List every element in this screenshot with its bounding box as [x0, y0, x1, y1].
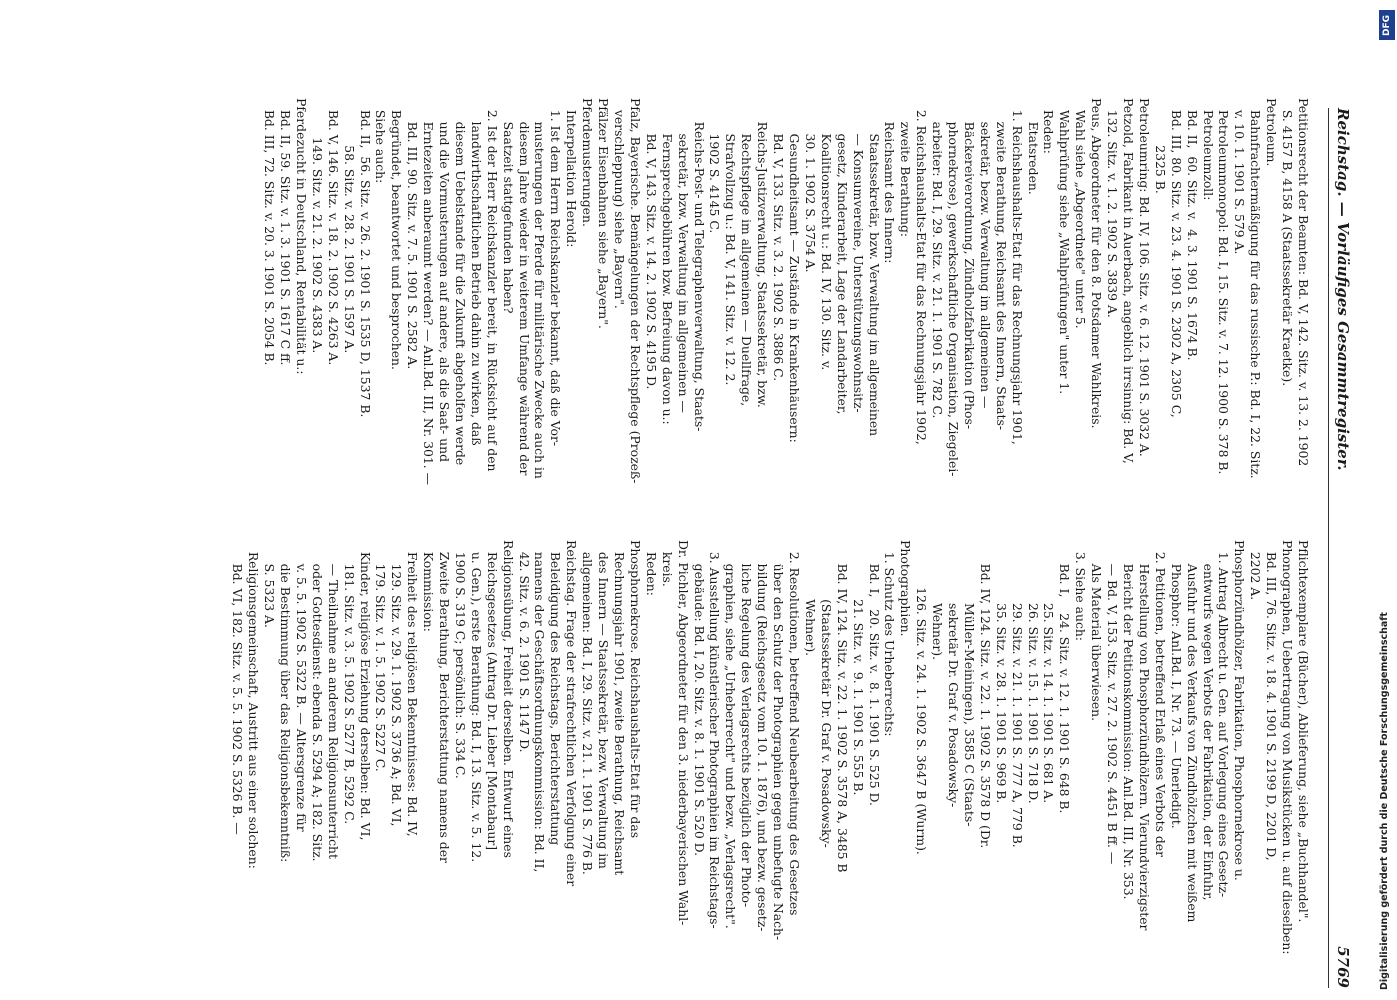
text-line: Wahlprüfung siehe „Wahlprüfungen" unter 1.	[1057, 98, 1073, 395]
text-line: Petroleummonopol: Bd. I, 15. Sitz. v. 7. 12. 1900 S. 378 B.	[1216, 98, 1232, 475]
text-line: Bd. V, 143. Sitz. v. 14. 2. 1902 S. 4195 D.	[643, 98, 659, 390]
text-line: 35. Sitz. v. 28. 1. 1901 S. 969 B.	[993, 540, 1009, 804]
text-line: Reichs-Justizverwaltung, Staatssekretär, bzw.	[755, 98, 771, 408]
text-line: Kommission:	[421, 540, 437, 632]
text-line: sekretär Dr. Graf v. Posadowsky-	[946, 540, 962, 808]
text-line: S. 4157 B, 4158 A (Staatssekretär Kraetke).	[1280, 98, 1296, 387]
text-line: Pferdemusterungen.	[580, 98, 596, 227]
text-line: Zweite Berathung, Berichterstattung namens der	[437, 540, 453, 863]
text-line: 25. Sitz. v. 14. 1. 1901 S. 681 A.	[1041, 540, 1057, 804]
text-line: Koalitionsrecht u.: Bd. IV, 130. Sitz. v.	[818, 98, 834, 371]
text-line: 1. Antrag Albrecht u. Gen. auf Vorlegung eines Gesetz-	[1216, 540, 1232, 898]
text-line: 2. Petitionen, betreffend Erlaß eines Verbots der	[1152, 540, 1168, 858]
text-line: Phosphornekrose. Reichshaushalts-Etat für das	[627, 540, 643, 839]
text-line: Bd. II, 56. Sitz. v. 26. 2. 1901 S. 1535 D, 1537 B.	[357, 98, 373, 418]
page-number: 5769	[1334, 946, 1352, 988]
text-line: Phosphor: Anl.Bd. I, Nr. 73. — Unerledigt.	[1168, 540, 1184, 829]
text-line: zweite Berathung, Reichsamt des Innern, Staats-	[993, 98, 1009, 431]
text-line: Fernsprechgebühren bzw. Befreiung davon u.:	[659, 98, 675, 425]
text-line: 1900 S. 319 C; persönlich: S. 334 C.	[452, 540, 468, 779]
text-line: allgemeinen: Bd. I, 29. Sitz. v. 21. 1. 1901 S. 776 B.	[580, 540, 596, 875]
text-line: Beleidigung des Reichstags, Berichterstattung	[548, 540, 564, 846]
text-line: Bd. I, 24. Sitz. v. 12. 1. 1901 S. 648 B.	[1057, 540, 1073, 814]
running-head	[1328, 108, 1357, 988]
text-line: 1. Schutz des Urheberrechts:	[882, 540, 898, 737]
page-title: Reichstag. — Vorläufiges Gesammtregister.	[1334, 108, 1352, 471]
text-line: entwurfs wegen Verbots der Fabrikation, der Einfuhr,	[1200, 540, 1216, 901]
text-line: Petroleum.	[1264, 98, 1280, 167]
text-line: gebäude: Bd. I, 20. Sitz. v. 8. 1. 1901 S. 520 D.	[691, 540, 707, 857]
text-line: Interpellation Herold:	[564, 98, 580, 248]
text-line: — Bd. V, 153. Sitz. v. 27. 2. 1902 S. 4451 B ff. —	[1105, 540, 1121, 865]
text-line: Etatsreden.	[1025, 98, 1041, 195]
text-line: Siehe auch:	[373, 98, 389, 184]
text-line: 21. Sitz. v. 9. 1. 1901 S. 555 B.	[850, 540, 866, 796]
text-line: sekretär, bezw. Verwaltung im allgemeinen —	[977, 98, 993, 409]
text-line: Reichstag. Frage der strafrechtlichen Verfolgung einer	[564, 540, 580, 887]
text-line: 1. Ist dem Herrn Reichskanzler bekannt, daß die Vor-	[548, 98, 564, 447]
text-line: graphien, siehe „Urheberrecht" und bezw. „Verlagsrecht".	[723, 540, 739, 929]
text-line: namens der Geschäftsordnungskommission: Bd. II,	[532, 540, 548, 873]
text-line: Ausfuhr und des Verkaufs von Zündhölzchen mit weißem	[1184, 540, 1200, 923]
text-line: Religionsgemeinschaft, Austritt aus einer solchen:	[246, 540, 262, 869]
left-column	[261, 98, 1311, 538]
text-line: 42. Sitz. v. 6. 2. 1901 S. 1147 D.	[516, 540, 532, 753]
text-line: verschleppung) siehe „Bayern".	[612, 98, 628, 309]
text-line: Pferdezucht in Deutschland, Rentabilität u.:	[293, 98, 309, 375]
text-line: — Konsumvereine, Unterstützungswohnsitz-	[850, 98, 866, 413]
text-line: des Innern — Staatssekretär, bezw. Verwaltung im	[596, 540, 612, 869]
text-line: Bericht der Petitionskommission: Anl.Bd. III, Nr. 353.	[1121, 540, 1137, 900]
text-line: Peus, Abgeordneter für den 8. Potsdamer Wahlkreis.	[1089, 98, 1105, 429]
text-line: Phosphorzündhölzer, Fabrikation, Phosphornekrose u.	[1232, 540, 1248, 881]
text-line: Bd. V, 133. Sitz. v. 3. 2. 1902 S. 3886 C.	[771, 98, 787, 382]
text-line: Bd. III, 76. Sitz. v. 18. 4. 1901 S. 2199 D, 2201 D,	[1264, 540, 1280, 861]
text-line: Bahnfrachtermäßigung für das russische P.: Bd. I, 22. Sitz.	[1248, 98, 1264, 479]
text-line: S. 5323 A.	[262, 540, 278, 628]
text-line: und die Vormusterungen auf andere, als die Saat- und	[437, 98, 453, 463]
text-line: 179. Sitz. v. 1. 5. 1902 S. 5227 C.	[373, 540, 389, 772]
text-line: Rechnungsjahr 1901, zweite Berathung, Reichsamt	[612, 540, 628, 876]
text-line: Pfalz, Bayerische. Bemängelungen der Rechtspflege (Prozeß-	[627, 98, 643, 484]
dfg-logo: DFG	[1379, 10, 1395, 40]
text-line: Bd. III, 90. Sitz. v. 7. 5. 1901 S. 2582 A.	[405, 98, 421, 370]
text-line: Bd. IV, 124. Sitz. v. 22. 1. 1902 S. 3578 A, 3485 B	[834, 540, 850, 873]
text-line: Reichs-Post- und Telegraphenverwaltung, Staats-	[691, 98, 707, 432]
text-line: Bd. III, 80. Sitz. v. 23. 4. 1901 S. 2302 A, 2305 C,	[1168, 98, 1184, 418]
text-line: über den Schutz der Photographien gegen unbefugte Nach-	[771, 540, 787, 941]
text-line: — Theilnahme an anderem Religionsunterricht	[325, 540, 341, 859]
text-line: Müller-Meiningen), 3585 C (Staats-	[961, 540, 977, 827]
text-line: arbeiter: Bd. I, 29. Sitz. v. 21. 1. 1901 S. 782 C.	[930, 98, 946, 419]
text-line: Gesundheitsamt — Zustände in Krankenhäusern:	[787, 98, 802, 443]
text-line: Bd. II, 60. Sitz. v. 4. 3. 1901 S. 1674 B.	[1184, 98, 1200, 361]
text-line: gesetz, Kinderarbeit, Lage der Landarbeiter,	[834, 98, 850, 415]
text-line: 2. Resolutionen, betreffend Neubearbeitung des Gesetzes	[787, 540, 802, 916]
right-column	[229, 540, 1311, 990]
text-line: Rechtspflege im allgemeinen — Duellfrage,	[739, 98, 755, 407]
text-line: Phonographen, Uebertragung von Musikstücken u. auf dieselben:	[1280, 540, 1296, 955]
text-line: diesem Uebelstande für die Zukunft abgeholfen werde	[452, 98, 468, 466]
text-line: liche Regelung des Verlagsrechts bezüglich der Photo-	[739, 540, 755, 908]
text-line: 2. Ist der Herr Reichskanzler bereit, in Rücksicht auf den	[484, 98, 500, 472]
text-line: 2. Reichshaushalts-Etat für das Rechnungsjahr 1902,	[914, 98, 930, 445]
text-line: v. 10. 1. 1901 S. 579 A.	[1232, 98, 1248, 255]
text-line: 26. Sitz. v. 15. 1. 1901 S. 718 D.	[1025, 540, 1041, 804]
text-line: zweite Berathung:	[898, 98, 914, 238]
text-line: u. Gen.), erste Berathung: Bd. I, 13. Sitz. v. 5. 12.	[468, 540, 484, 863]
text-line: Strafvollzug u.: Bd. V, 141. Sitz. v. 12. 2.	[723, 98, 739, 386]
text-line: 129. Sitz. v. 29. 1. 1902 S. 3736 A; Bd. VI,	[389, 540, 405, 827]
text-line: Reden:	[1041, 98, 1057, 154]
text-line: bildung (Reichsgesetz vom 10. 1. 1876), und bezw. gesetz-	[755, 540, 771, 932]
text-line: Wahl siehe „Abgeordnete" unter 5.	[1073, 98, 1089, 329]
text-line: Saatzeit stattgefunden haben?	[500, 98, 516, 314]
text-line: Petzold, Fabrikant in Auerbach, angeblich irrsinnig: Bd. V,	[1121, 98, 1137, 464]
text-line: 126. Sitz. v. 24. 1. 1902 S. 3647 B (Wurm).	[914, 540, 930, 855]
text-line: diesem Jahre wieder in weiterem Umfange während der	[516, 98, 532, 476]
text-line: 30. 1. 1902 S. 3754 A.	[802, 98, 818, 273]
text-line: 2202 A.	[1248, 540, 1264, 601]
text-line: Bd. IV, 124. Sitz. v. 22. 1. 1902 S. 3578 D (Dr.	[977, 540, 993, 849]
text-line: 2325 B.	[1152, 98, 1168, 194]
text-line: 3. Siehe auch:	[1073, 540, 1089, 642]
text-line: Erntezeiten anberaumt werden? — Anl.Bd. III, Nr. 301. —	[421, 98, 437, 486]
text-line: Petroleumring: Bd. IV, 106. Sitz. v. 6. 12. 1901 S. 3032 A.	[1136, 98, 1152, 457]
text-line: Kinder, religiöse Erziehung derselben: Bd. VI,	[357, 540, 373, 841]
text-line: oder Gottesdienst: ebenda S. 5294 A; 182. Sitz.	[309, 540, 325, 862]
text-line: 1902 S. 4145 C.	[707, 98, 723, 234]
text-line: Reden:	[643, 540, 659, 596]
text-line: Dr. Pichler, Abgeordneter für den 3. niederbayerischen Wahl-	[675, 540, 691, 926]
text-line: Bd. I, 20. Sitz. v. 8. 1. 1901 S. 525 D.	[866, 540, 882, 806]
funding-note: Digitalisierung gefördert durch die Deutsche Forschungsgemeinschaft	[1379, 612, 1390, 990]
text-line: musterungen der Pferde für militärische Zwecke auch in	[532, 98, 548, 479]
text-line: Bd. II, 59. Sitz. v. 1. 3. 1901 S. 1617 C ff.	[278, 98, 293, 366]
text-line: 1. Reichshaushalts-Etat für das Rechnungsjahr 1901,	[1009, 98, 1025, 445]
text-line: Bd. III, 72. Sitz. v. 20. 3. 1901 S. 2054 B.	[262, 98, 278, 366]
text-line: v. 5. 5. 1902 S. 5322 B. — Altersgrenze für	[293, 540, 309, 832]
text-line: (Staatssekretär Dr. Graf v. Posadowsky-	[818, 540, 834, 848]
text-line: Herstellung von Phosphorzündhölzern. Vierundvierzigster	[1136, 540, 1152, 931]
text-line: 3. Ausstellung künstlerischer Photographien im Reichstags-	[707, 540, 723, 929]
text-line: Petroleumzoll:	[1200, 98, 1216, 201]
text-line: Wehner).	[802, 540, 818, 657]
text-line: die Bestimmung über das Religionsbekenntniß:	[278, 540, 293, 863]
text-line: kreis.	[659, 540, 675, 587]
text-line: 58. Sitz. v. 28. 2. 1901 S. 1597 A.	[341, 98, 357, 354]
text-line: Begründet, beantwortet und besprochen.	[389, 98, 405, 370]
text-line: Religionsübung, Freiheit derselben. Entwurf eines	[500, 540, 516, 858]
text-line: Photographien.	[898, 540, 914, 637]
text-line: Bäckereiverordnung, Zündholzfabrikation (Phos-	[961, 98, 977, 430]
text-line: Reichsamt des Innern:	[882, 98, 898, 264]
text-line: Bd. VI, 182. Sitz. v. 5. 5. 1902 S. 5326 B. —	[230, 540, 246, 835]
text-line: landwirthschaftlichen Betrieb dahin zu wirken, daß	[468, 98, 484, 446]
text-line: phornekrose), gewerkschaftliche Organisation, Ziegelei-	[946, 98, 962, 477]
text-line: Freiheit des religiösen Bekenntnisses: Bd. IV,	[405, 540, 421, 837]
text-line: Pflichtexemplare (Bücher), Ablieferung, siehe „Buchhandel".	[1296, 540, 1311, 923]
text-line: Reichsgesetzes (Antrag Dr. Lieber [Montabaur]	[484, 540, 500, 851]
text-line: sekretär, bzw. Verwaltung im allgemeinen —	[675, 98, 691, 413]
text-line: Als Material überwiesen.	[1089, 540, 1105, 722]
text-line: 149. Sitz. v. 21. 2. 1902 S. 4383 A.	[309, 98, 325, 354]
text-line: Bd. V, 146. Sitz. v. 18. 2. 1902 S. 4263 A.	[325, 98, 341, 366]
text-line: Staatssekretär, bzw. Verwaltung im allgemeinen	[866, 98, 882, 437]
text-line: Pfälzer Eisenbahnen siehe „Bayern".	[596, 98, 612, 329]
text-line: 132. Sitz. v. 1. 2. 1902 S. 3839 A.	[1105, 98, 1121, 318]
text-line: 181. Sitz. v. 3. 5. 1902 S. 5277 B, 5292 C.	[341, 540, 357, 825]
text-line: Petitionsrecht der Beamten: Bd. V, 142. Sitz. v. 13. 2. 1902	[1296, 98, 1311, 467]
text-line: 29. Sitz. v. 21. 1. 1901 S. 777 A, 779 B.	[1009, 540, 1025, 848]
text-line: Wehner).	[930, 540, 946, 661]
